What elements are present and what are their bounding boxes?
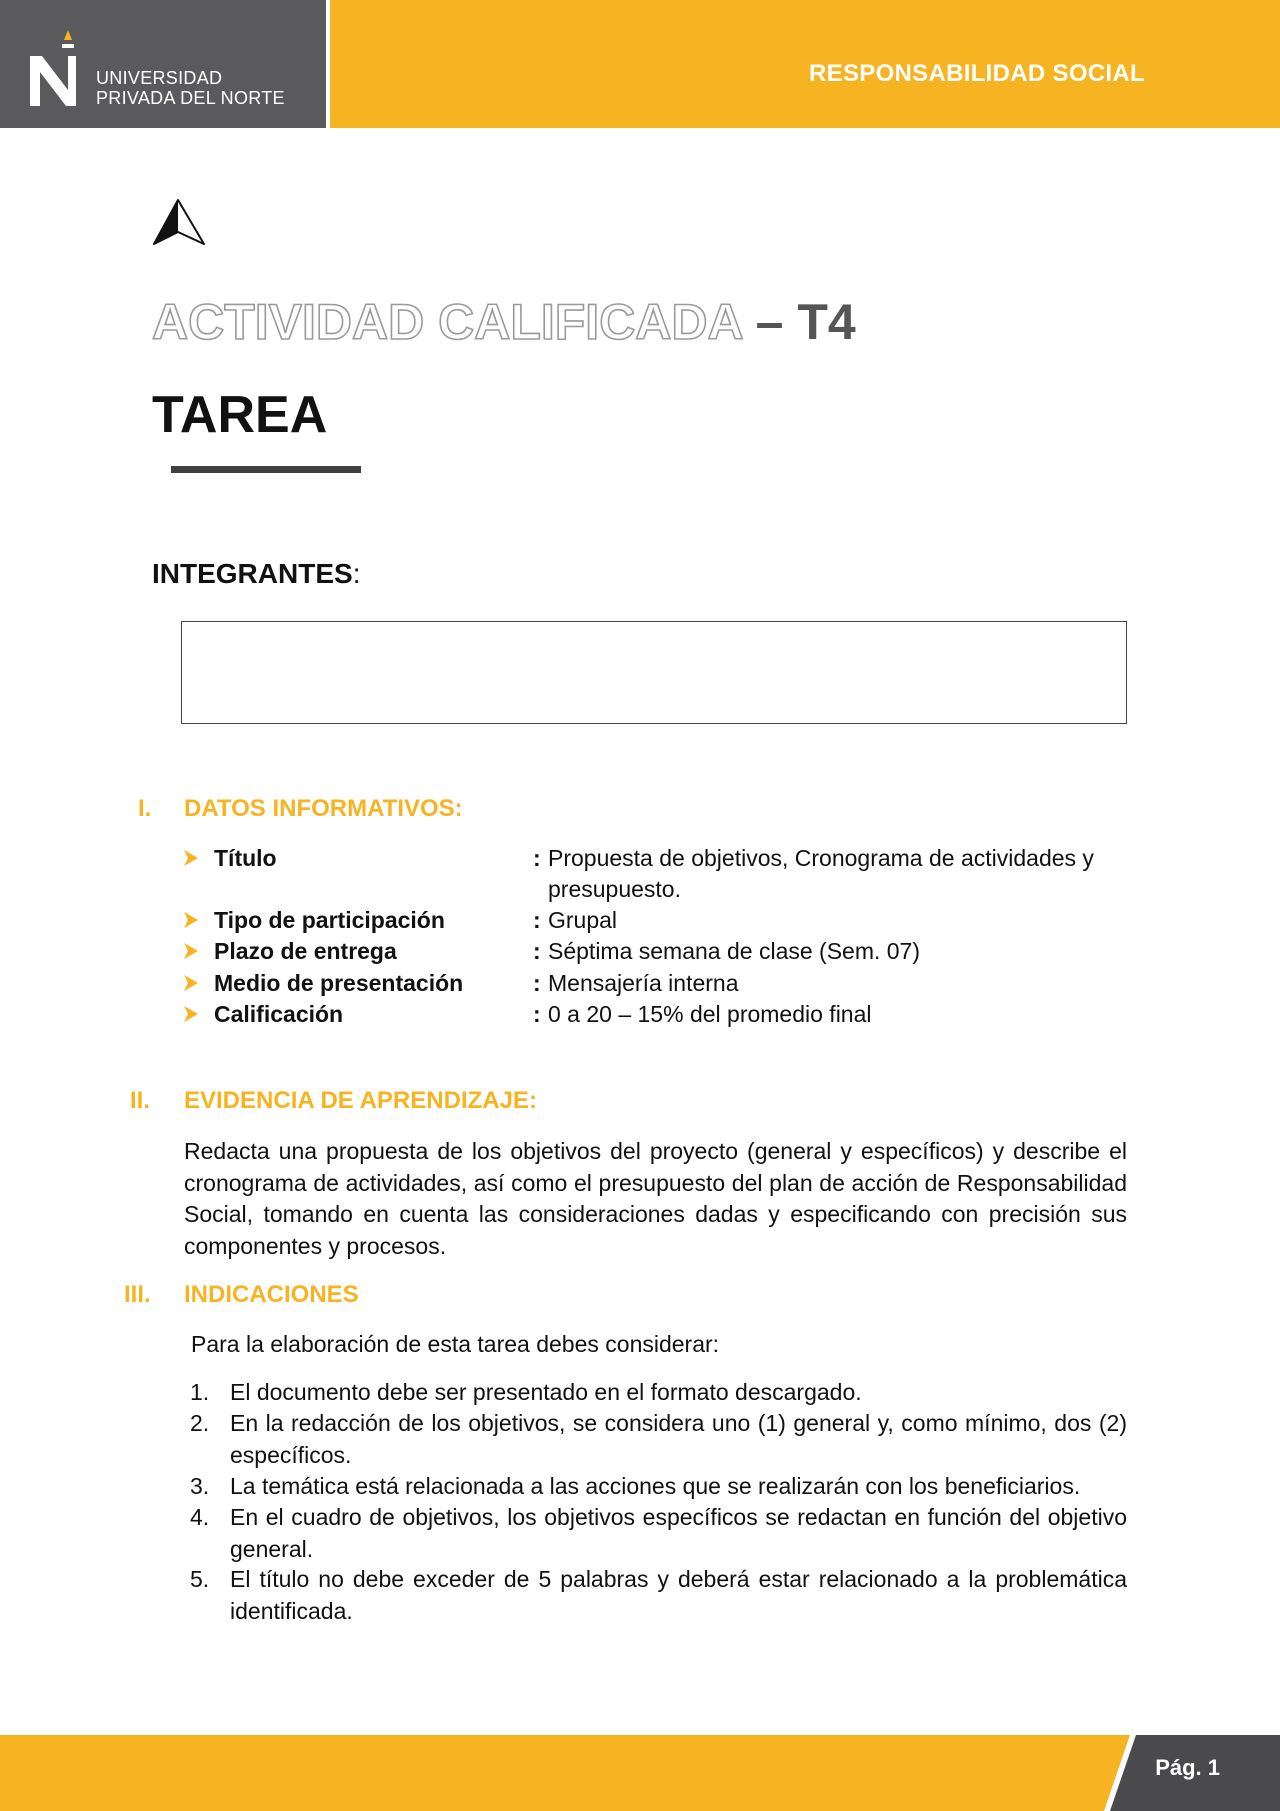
info-value: Propuesta de objetivos, Cronograma de actividades y presupuesto.	[548, 845, 1094, 902]
info-colon: :	[533, 970, 541, 996]
info-colon: :	[533, 907, 541, 933]
list-number: 4.	[190, 1504, 210, 1530]
list-text: En el cuadro de objetivos, los objetivos específicos se redactan en función del objetivo general.	[230, 1504, 1127, 1562]
info-colon: :	[533, 845, 541, 871]
section-2-title: EVIDENCIA DE APRENDIZAJE:	[184, 1087, 537, 1114]
info-label: Calificación	[214, 1001, 344, 1027]
list-text: En la redacción de los objetivos, se considera uno (1) general y, como mínimo, dos (2) específicos.	[230, 1410, 1127, 1468]
list-text: La temática está relacionada a las acciones que se realizarán con los beneficiarios.	[230, 1473, 1081, 1499]
arrow-bullet-icon	[184, 975, 198, 991]
indicaciones-intro: Para la elaboración de esta tarea debes considerar:	[191, 1331, 720, 1357]
info-label: Medio de presentación	[214, 970, 464, 996]
course-title: RESPONSABILIDAD SOCIAL	[809, 60, 1145, 87]
list-text: El título no debe exceder de 5 palabras y deberá estar relacionado a la problemática identificada.	[230, 1566, 1127, 1624]
header-logo-panel	[0, 0, 326, 128]
document-type-title: TAREA	[152, 386, 328, 444]
info-value: Mensajería interna	[548, 970, 739, 996]
arrow-bullet-icon	[184, 850, 198, 866]
section-3-number: III.	[124, 1281, 151, 1308]
activity-title	[152, 292, 856, 352]
page-number: Pág. 1	[1155, 1755, 1220, 1780]
info-value: Séptima semana de clase (Sem. 07)	[548, 938, 921, 964]
arrow-bullet-icon	[184, 943, 198, 959]
info-value: Grupal	[548, 907, 618, 933]
info-colon: :	[533, 938, 541, 964]
university-name	[96, 68, 285, 108]
list-number: 3.	[190, 1473, 210, 1499]
list-number: 2.	[190, 1410, 210, 1436]
logo-line-1: UNIVERSIDAD	[96, 68, 223, 88]
upn-logo-icon	[28, 30, 82, 106]
footer-bar	[0, 1735, 1280, 1811]
arrow-bullet-icon	[184, 912, 198, 928]
section-1-title: DATOS INFORMATIVOS:	[184, 795, 463, 822]
arrow-bullet-icon	[184, 1006, 198, 1022]
header-bar	[330, 0, 1280, 128]
info-value: 0 a 20 – 15% del promedio final	[548, 1001, 872, 1027]
section-1-number: I.	[138, 795, 152, 822]
list-number: 1.	[190, 1379, 210, 1405]
info-colon: :	[533, 1001, 541, 1027]
logo-line-2: PRIVADA DEL NORTE	[96, 88, 285, 108]
info-label: Título	[214, 845, 277, 871]
integrantes-colon: :	[352, 558, 361, 589]
section-2-number: II.	[130, 1087, 151, 1114]
activity-title-outline: ACTIVIDAD CALIFICADA	[152, 294, 742, 350]
title-underline	[171, 466, 361, 473]
evidencia-paragraph: Redacta una propuesta de los objetivos del proyecto (general y específicos) y describe el cronograma de actividades, así como el presupuesto del plan de acción de Responsabilidad Social, tomando en cuenta las consideraciones dadas y especificando con precisión sus componentes y procesos.	[184, 1138, 1127, 1259]
integrantes-label: INTEGRANTES	[152, 558, 353, 589]
list-number: 5.	[190, 1566, 210, 1592]
integrantes-box[interactable]	[181, 621, 1127, 724]
info-label: Plazo de entrega	[214, 938, 397, 964]
navigation-arrow-icon	[152, 198, 208, 246]
list-text: El documento debe ser presentado en el formato descargado.	[230, 1379, 862, 1405]
info-label: Tipo de participación	[214, 907, 445, 933]
section-3-title: INDICACIONES	[184, 1281, 359, 1308]
activity-title-code: – T4	[741, 294, 856, 350]
integrantes-heading	[152, 558, 360, 590]
